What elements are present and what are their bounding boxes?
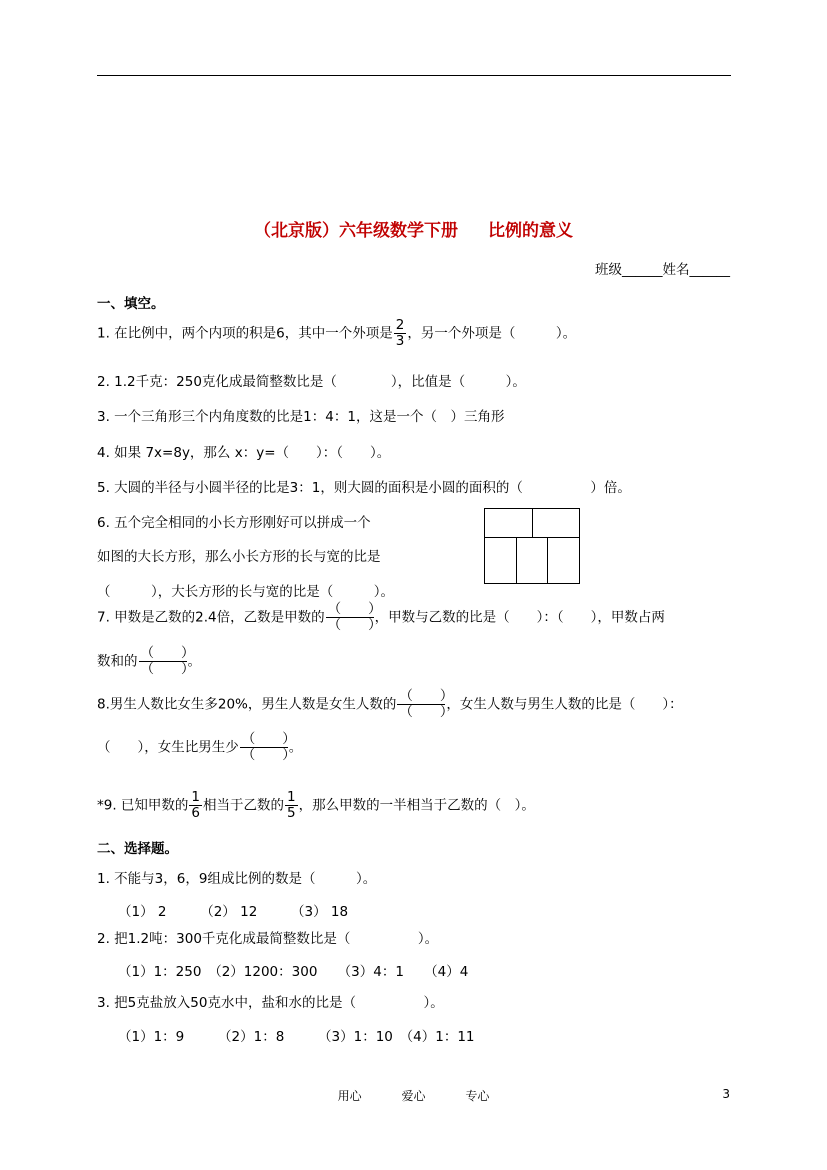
- figure-horizontal-divider: [484, 537, 580, 538]
- title-main: （北京版）六年级数学下册: [254, 221, 458, 241]
- q7-text-c: 数和的: [97, 653, 138, 670]
- q7-text-b: ，甲数与乙数的比是（ ）：（ ），甲数占两: [374, 609, 665, 626]
- blank-denominator: （ ）: [399, 704, 454, 720]
- question-4: 4. 如果 7x=8y，那么 x：y=（ ）：（ ）。: [97, 445, 391, 461]
- question-6-line-1: 6. 五个完全相同的小长方形刚好可以拼成一个: [97, 515, 371, 531]
- q9-text-b: 相当于乙数的: [203, 797, 285, 814]
- question-9: [97, 790, 535, 821]
- q9-fraction-2: [285, 790, 298, 821]
- q8-text-c: （ ），女生比男生少: [97, 739, 239, 756]
- figure-bottom-divider-1: [516, 537, 517, 584]
- blank-numerator: （ ）: [327, 601, 382, 617]
- figure-bottom-divider-2: [547, 537, 548, 584]
- q8-text-a: 8.男生人数比女生多20%，男生人数是女生人数的: [97, 696, 397, 713]
- footer-word-1: 用心: [337, 1089, 362, 1103]
- q8-text-b: ，女生人数与男生人数的比是（ ）：: [446, 696, 683, 713]
- q9-text-a: *9. 已知甲数的: [97, 797, 189, 814]
- q1-text-b: ，另一个外项是（ ）。: [407, 325, 577, 342]
- blank-numerator: （ ）: [241, 731, 296, 747]
- q7-fraction-blank-2: [139, 645, 195, 677]
- page-title: [0, 216, 827, 241]
- q8-fraction-blank-2: [240, 731, 296, 763]
- page-footer: [0, 1087, 827, 1104]
- question-7-line-1: [97, 602, 665, 633]
- q9-f2-numerator: 1: [287, 789, 296, 805]
- q1-denominator: 3: [395, 333, 405, 349]
- footer-word-2: 爱心: [401, 1089, 426, 1103]
- blank-numerator: （ ）: [399, 688, 454, 704]
- blank-denominator: （ ）: [241, 747, 296, 763]
- question-3: 3. 一个三角形三个内角度数的比是1：4：1，这是一个（ ）三角形: [97, 409, 505, 425]
- choice-question-2-options: （1）1：250 （2）1200：300 （3）4：1 （4）4: [118, 964, 469, 980]
- section-choice-heading: 二、选择题。: [97, 841, 178, 857]
- q9-f1-denominator: 6: [191, 805, 201, 821]
- question-1: [97, 318, 576, 349]
- question-8-line-1: [97, 689, 683, 720]
- choice-question-1-options: （1） 2 （2） 12 （3） 18: [118, 904, 349, 920]
- choice-question-2: 2. 把1.2吨：300千克化成最简整数比是（ ）。: [97, 931, 439, 947]
- q8-text-d: 。: [288, 739, 303, 756]
- choice-question-3: 3. 把5克盐放入50克水中，盐和水的比是（ ）。: [97, 995, 444, 1011]
- question-5: 5. 大圆的半径与小圆半径的比是3：1，则大圆的面积是小圆的面积的（ ）倍。: [97, 480, 631, 496]
- class-name-fields: 班级______姓名______: [595, 262, 730, 278]
- choice-question-3-options: （1）1：9 （2）1：8 （3）1：10 （4）1：11: [118, 1029, 475, 1045]
- blank-denominator: （ ）: [327, 617, 382, 633]
- question-2: 2. 1.2千克：250克化成最简整数比是（ ），比值是（ ）。: [97, 374, 526, 390]
- title-topic: 比例的意义: [488, 221, 573, 241]
- q8-fraction-blank: [397, 688, 454, 720]
- question-7-line-2: [97, 646, 201, 677]
- q1-text-a: 1. 在比例中，两个内项的积是6，其中一个外项是: [97, 325, 393, 342]
- q1-numerator: 2: [395, 317, 405, 333]
- q9-fraction-1: [189, 790, 202, 821]
- choice-question-1: 1. 不能与3，6，9组成比例的数是（ ）。: [97, 871, 377, 887]
- q7-text-d: 。: [187, 653, 201, 670]
- q9-f1-numerator: 1: [191, 789, 201, 805]
- q7-fraction-blank: [326, 601, 382, 633]
- header-rule: [97, 75, 731, 76]
- footer-word-3: 专心: [465, 1089, 490, 1103]
- q1-fraction: [394, 318, 407, 349]
- blank-denominator: （ ）: [140, 661, 195, 677]
- q9-text-c: ，那么甲数的一半相当于乙数的（ ）。: [298, 797, 535, 814]
- question-8-line-2: [97, 732, 302, 763]
- question-6-line-3: （ ），大长方形的长与宽的比是（ ）。: [97, 584, 394, 600]
- q7-text-a: 7. 甲数是乙数的2.4倍，乙数是甲数的: [97, 609, 325, 626]
- question-6-line-2: 如图的大长方形，那么小长方形的长与宽的比是: [97, 549, 381, 565]
- blank-numerator: （ ）: [140, 645, 195, 661]
- page-number: 3: [722, 1087, 730, 1101]
- section-fill-blank-heading: 一、填空。: [97, 296, 165, 312]
- q9-f2-denominator: 5: [287, 805, 296, 821]
- figure-top-divider: [532, 508, 533, 537]
